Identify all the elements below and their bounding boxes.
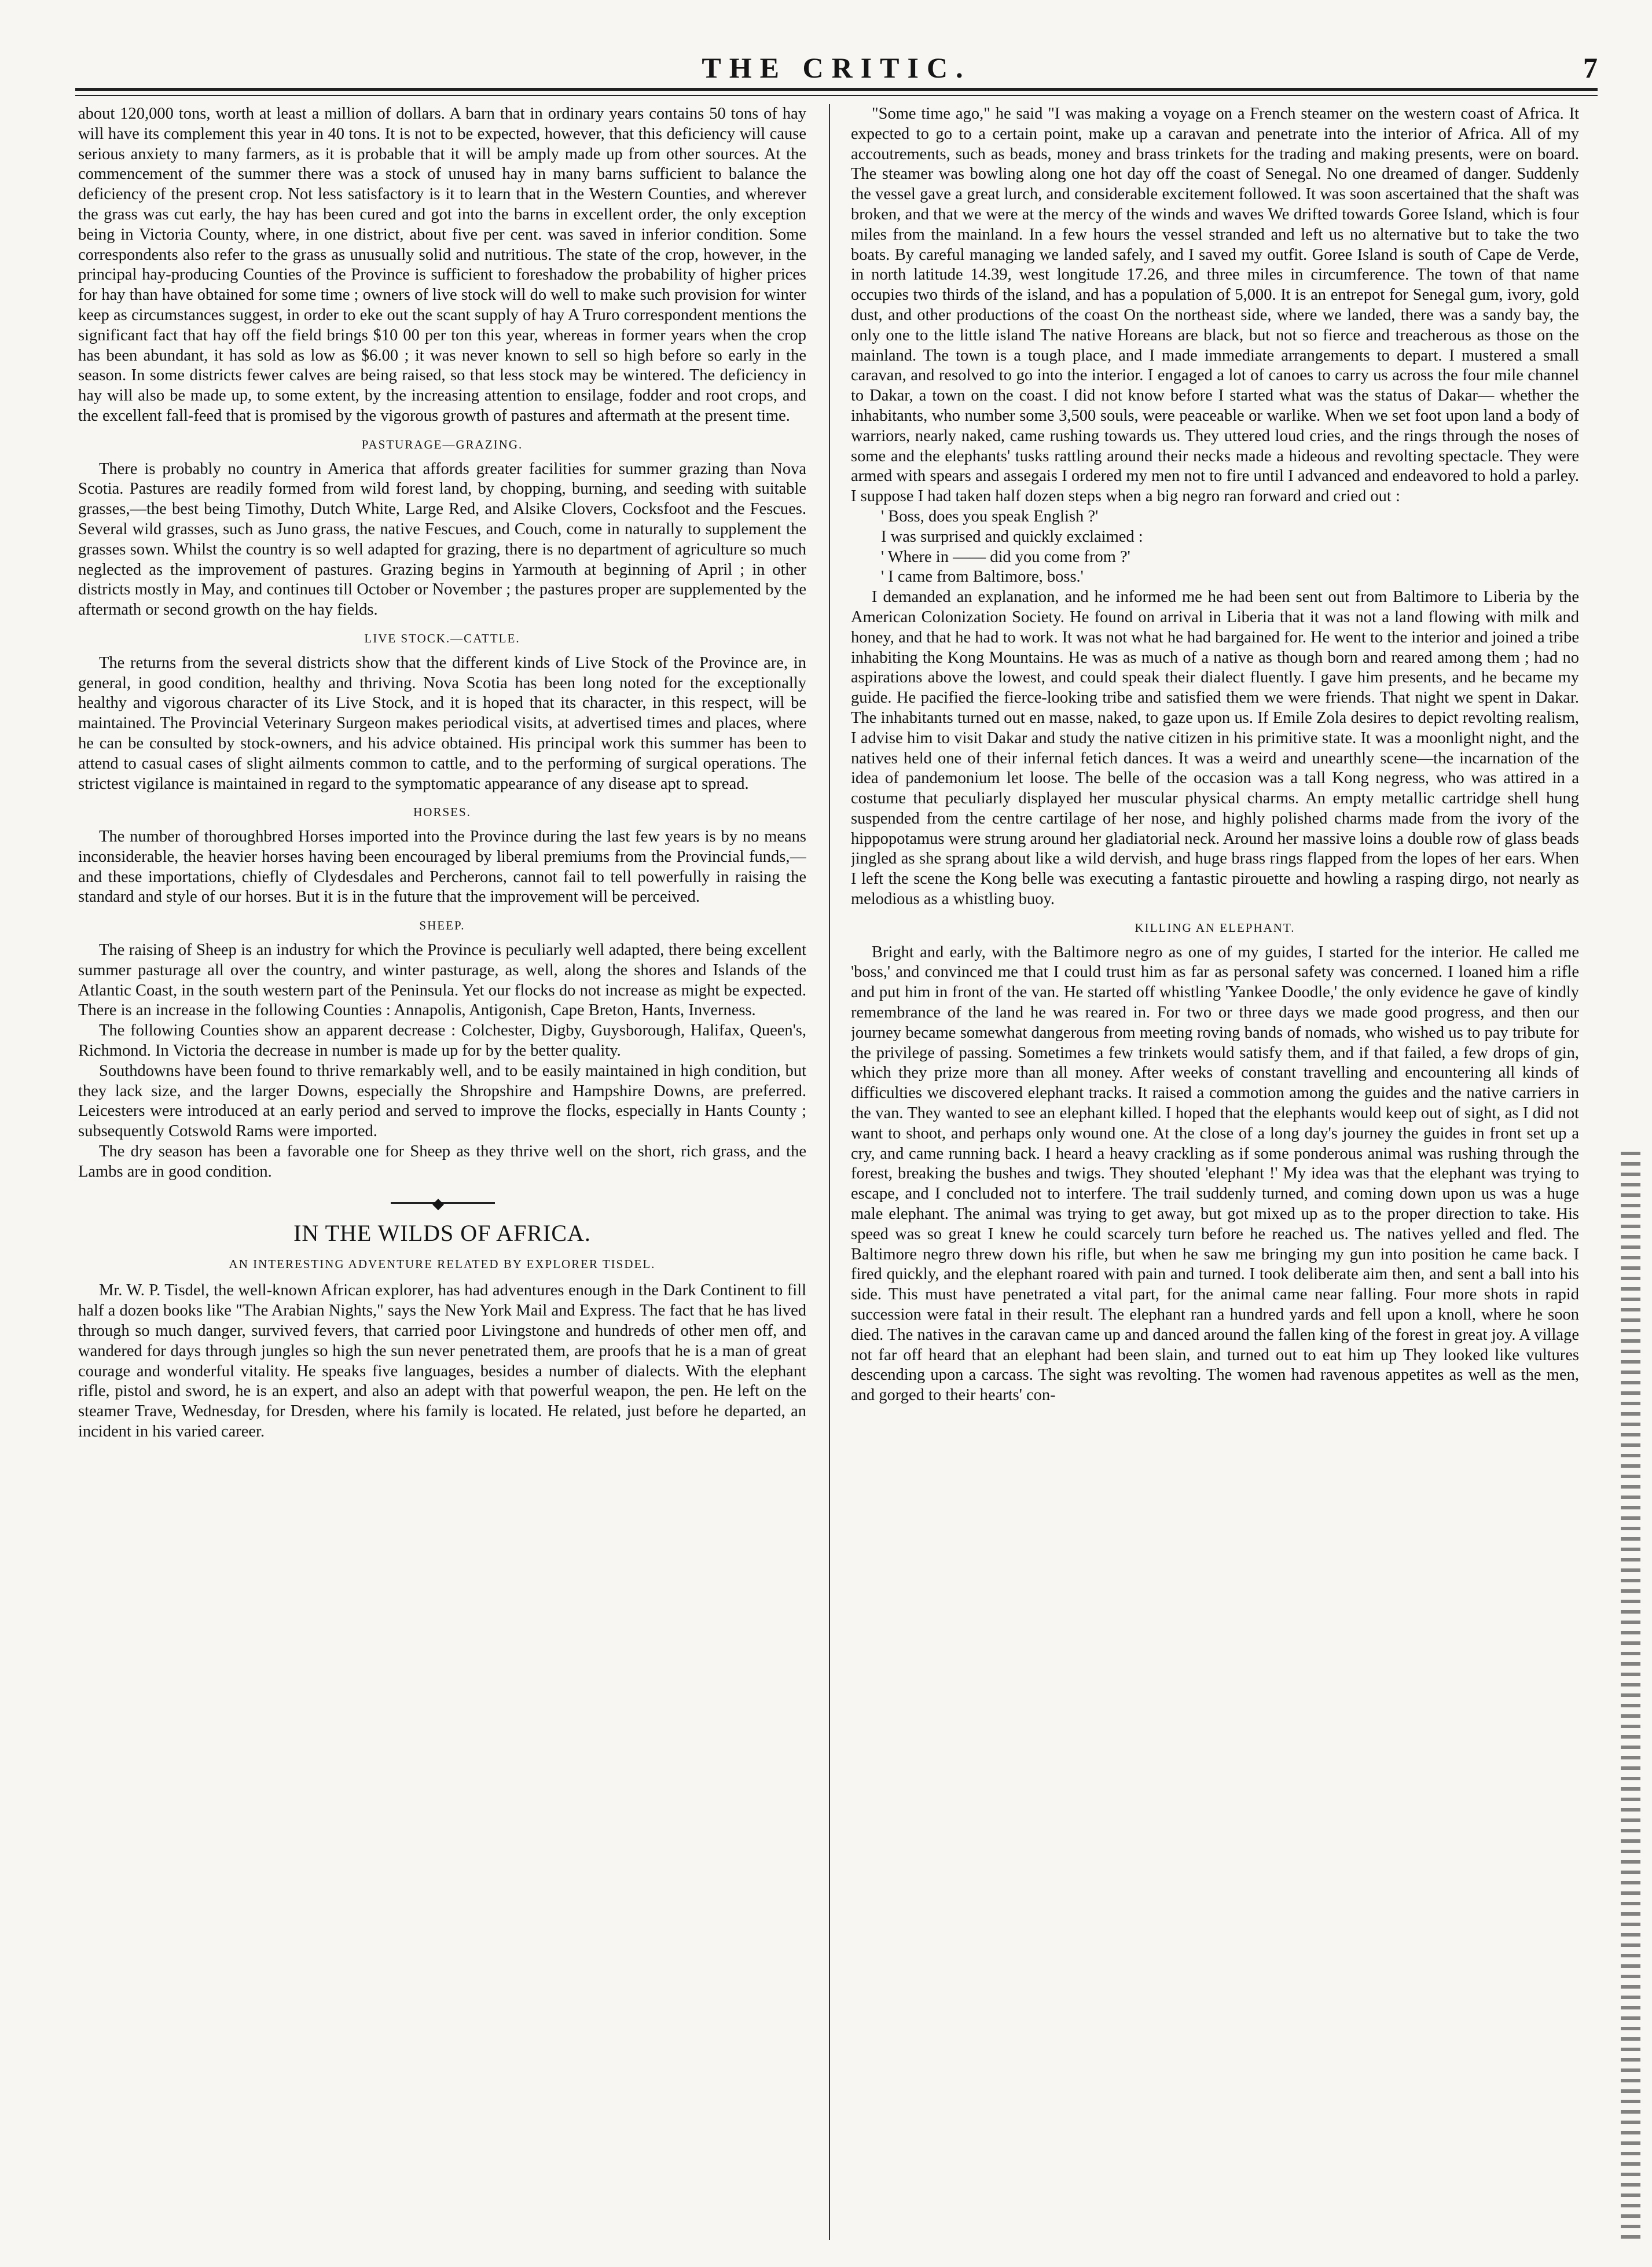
section-heading-horses: HORSES. [413, 805, 471, 820]
dialogue-line-3: ' Where in —— did you come from ?' [881, 548, 1130, 566]
section-heading-killing-elephant: KILLING AN ELEPHANT. [1135, 920, 1295, 935]
newspaper-title: THE CRITIC. [702, 52, 971, 84]
section-heading-sheep: SHEEP. [419, 918, 465, 933]
pasturage-paragraph: There is probably no country in America that affords greater facilities for summer grazing than Nova Scotia. Pastures are readily formed from wild forest land, by chopping, burning, and seeding with suitable grasses,—the best being Timothy, Dutch White, Large Red, and Alsike Clovers, Cocksfoot and the Fescues. Several wild grasses, such as Juno grass, the native Fescues, and Couch, come in naturally to supplement the grasses sown. Whilst the country is so well adapted for grazing, there is no department of agriculture so much neglected as the improvement of pastures. Grazing begins in Yarmouth at beginning of April ; in other districts mostly in May, and continues till October or November ; the pastures proper are supplemented by the aftermath or second growth on the hay fields. [78, 460, 806, 619]
section-heading-live-stock: LIVE STOCK.—CATTLE. [364, 631, 520, 645]
article-intro-paragraph: Mr. W. P. Tisdel, the well-known African explorer, has had adventures enough in the Dark Continent to fill half a dozen books like "The Arabian Nights," says the New York Mail and Express. The fact that he has lived through so much danger, survived fevers, that carried poor Livingstone and hundreds of other men off, and wandered for days through jungles so high the sun never penetrated them, are proofs that he is a man of great courage and wonderful vitality. He speaks five languages, besides a number of dialects. With the elephant rifle, pistol and sword, he is an expert, and also an adept with that powerful weapon, the pen. He left on the steamer Trave, Wednesday, for Dresden, where his family is located. He related, just before he departed, an incident in his varied career. [78, 1281, 806, 1441]
narrative-paragraph-2: I demanded an explanation, and he informed me he had been sent out from Baltimore to Liberia by the American Colonization Society. He found on arrival in Liberia that it was not a land flowing with milk and honey, and that he had to work. It was not what he had bargained for. He went to the interior and joined a tribe inhabiting the Kong Mountains. He was as much of a native as though born and reared among them ; had no aspirations above the lowest, and could speak their dialect fluently. I gave him presents, and he became my guide. He pacified the fierce-looking tribe and satisfied them we were friends. That night we spent in Dakar. The inhabitants turned out en masse, naked, to gaze upon us. If Emile Zola desires to depict revolting realism, I advise him to visit Dakar and study the native citizen in his primitive state. It was a moonlight night, and the natives held one of their infernal fetich dances. It was a weird and unearthly scene—the incarnation of the idea of pandemonium let loose. The belle of the occasion was a tall Kong negress, who was attired in a costume that peculiarly displayed her muscular physical charms. An empty metallic cartridge shell hung suspended from the centre cartilage of her nose, and highly polished charms made from the ivory of the hippopotamus were strung around her gladiatorial neck. Around her massive loins a double row of glass beads jingled as she sprang about like a wild dervish, and huge brass rings flapped from the lopes of her ears. When I left the scene the Kong belle was executing a fantastic pirouette and howling a rasping dirgo, not nearly as melodious as a whistling buoy. [851, 588, 1579, 909]
dialogue-line-4: ' I came from Baltimore, boss.' [881, 568, 1084, 586]
column-divider [829, 104, 830, 2240]
section-heading-pasturage: PASTURAGE—GRAZING. [361, 437, 523, 451]
scan-edge-artifact [1621, 1152, 1640, 2246]
left-column [78, 104, 806, 2246]
masthead [75, 51, 1598, 86]
hay-paragraph: about 120,000 tons, worth at least a million of dollars. A barn that in ordinary years contains 50 tons of hay will have its complement this year in 40 tons. It is not to be expected, however, that this deficiency will cause serious anxiety to many farmers, as it is probable that it will be amply made up from other sources. At the commencement of the summer there was a stock of unused hay in many barns sufficient to balance the deficiency of the present crop. Not less satisfactory is it to learn that in the Western Counties, and wherever the grass was cut early, the hay has been cured and got into the barns in excellent order, the only exception being in Victoria County, where, in one district, about five per cent. was saved in inferior condition. Some correspondents also refer to the grass as unusually solid and nutritious. The state of the crop, however, in the principal hay-producing Counties of the Province is sufficient to foreshadow the probability of higher prices for hay than have obtained for some time ; owners of live stock will do well to make such provision for winter keep as circumstances suggest, in order to eke out the scant supply of hay A Truro correspondent mentions the significant fact that hay off the field brings $10 00 per ton this year, whereas in former years when the crop has been abundant, it has sold as low as $6.00 ; it was never known to sell so high before so early in the season. In some districts fewer calves are being raised, so that less stock may be wintered. The deficiency in hay will also be made up, to some extent, by the increasing attention to ensilage, fodder and root crops, and the excellent fall-feed that is promised by the vigorous growth of pastures and aftermath at the present time. [78, 105, 806, 425]
article-title: IN THE WILDS OF AFRICA. [293, 1219, 591, 1246]
dialogue-line-2: I was surprised and quickly exclaimed : [881, 527, 1143, 546]
dialogue-line-1: ' Boss, does you speak English ?' [881, 507, 1099, 526]
right-column [851, 104, 1579, 2246]
sheep-paragraph-3: Southdowns have been found to thrive remarkably well, and to be easily maintained in high condition, but they lack size, and the larger Downs, especially the Shropshire and Hampshire Downs, are preferred. Leicesters were introduced at an early period and served to improve the flocks, especially in Hants County ; subsequently Cotswold Rams were imported. [78, 1061, 806, 1141]
narrative-paragraph-3: Bright and early, with the Baltimore negro as one of my guides, I started for the interior. He called me 'boss,' and convinced me that I could trust him as far as personal safety was concerned. I loaned him a rifle and put him in front of the van. He started off whistling 'Yankee Doodle,' the only evidence he gave of kindly remembrance of the land he was reared in. For two or three days we made good progress, and then our journey became somewhat dangerous from meeting roving bands of nomads, who wished us to pay tribute for the privilege of passing. Sometimes a few trinkets would satisfy them, and if that failed, a few drops of gin, which they prize more than all money. After weeks of constant travelling and encountering all kinds of difficulties we discovered elephant tracks. It raised a commotion among the guides and the native carriers in the van. They wanted to see an elephant killed. I hoped that the elephants would keep out of sight, as I did not want to shoot, and perhaps only wound one. At the close of a long day's journey the guides in front set up a cry, and came running back. I heard a heavy crackling as if some ponderous animal was rushing through the forest, breaking the bushes and twigs. They shouted 'elephant !' My idea was that the elephant was trying to escape, and I concluded not to interfere. The trail suddenly turned, and coming down upon us was a huge male elephant. The animal was trying to get away, but got mixed up as to the proper direction to take. His speed was so great I knew he could scarcely turn before he reached us. The natives yelled and fled. The Baltimore negro threw down his rifle, but when he saw me bringing my gun into position he came back. I fired quickly, and the elephant roared with pain and turned. I took deliberate aim then, and sent a ball into his side. This must have penetrated a vital part, for the animal came near falling. Four more shots in rapid succession were fatal in their result. The elephant ran a hundred yards and fell upon a knoll, where he soon died. The natives in the caravan came up and danced around the fallen king of the forest in great joy. A village not far off heard that an elephant had been slain, and turned out to eat him up They looked like vultures descending upon a carcass. The sight was revolting. The women had ravenous appetites as well as the men, and gorged to their hearts' con- [851, 943, 1579, 1405]
page-number: 7 [1583, 52, 1598, 84]
sheep-paragraph-2: The following Counties show an apparent decrease : Colchester, Digby, Guysborough, Halifax, Queen's, Richmond. In Victoria the decrease in number is made up for by the better quality. [78, 1022, 806, 1060]
header-rule-thin [75, 95, 1598, 96]
header-rule-thick [75, 88, 1598, 91]
ornament-glyph: ◆ [432, 1195, 444, 1212]
sheep-paragraph-4: The dry season has been a favorable one for Sheep as they thrive well on the short, rich grass, and the Lambs are in good condition. [78, 1142, 806, 1181]
section-divider-ornament [78, 1195, 806, 1212]
sheep-paragraph-1: The raising of Sheep is an industry for which the Province is peculiarly well adapted, there being excellent summer pasturage all over the country, and winter pasturage, as well, along the shores and Islands of the Atlantic Coast, in the south western part of the Peninsula. Yet our flocks do not increase as might be expected. There is an increase in the following Counties : Annapolis, Antigonish, Cape Breton, Hants, Inverness. [78, 941, 806, 1020]
narrative-paragraph-1: "Some time ago," he said "I was making a voyage on a French steamer on the western coast of Africa. It expected to go to a certain point, make up a caravan and penetrate into the interior of Africa. All of my accoutrements, such as beads, money and brass trinkets for the trading and making presents, were on board. The steamer was bowling along one hot day off the coast of Senegal. No one dreamed of danger. Suddenly the vessel gave a great lurch, and considerable excitement followed. It was soon ascertained that the shaft was broken, and that we were at the mercy of the winds and waves We drifted towards Goree Island, which is four miles from the mainland. In a few hours the vessel stranded and left us no alternative but to take the two boats. By careful managing we landed safely, and I saved my outfit. Goree Island is south of Cape de Verde, in north latitude 14.39, west longitude 17.26, and three miles in circumference. The town of that name occupies two thirds of the island, and has a population of 5,000. It is an entrepot for Senegal gum, ivory, gold dust, and other productions of the coast On the northeast side, where we landed, there was a sandy bay, the only one to the little island The native Horeans are black, but not so fierce and treacherous as those on the mainland. The town is a tough place, and I made immediate arrangements to depart. I mustered a small caravan, and resolved to go into the interior. I engaged a lot of canoes to carry us across the four mile channel to Dakar, a town on the coast. I did not know before I started what was the status of Dakar— whether the inhabitants, who number some 3,500 souls, were peaceable or warlike. When we set foot upon land a body of warriors, nearly naked, came rushing towards us. They uttered loud cries, and the rings through the noses of some and the elephants' tusks rattling around their necks made a hideous and revolting spectacle. They were armed with spears and assegais I ordered my men not to fire until I advanced and endeavored to hold a parley. I suppose I had taken half dozen steps when a big negro ran forward and cried out : [851, 105, 1579, 506]
live-stock-paragraph: The returns from the several districts show that the different kinds of Live Stock of the Province are, in general, in good condition, healthy and thriving. Nova Scotia has been long noted for the exceptionally healthy and vigorous character of its Live Stock, and it is hoped that its character, in this respect, will be maintained. The Provincial Veterinary Surgeon makes periodical visits, at advertised times and places, where he can be consulted by stock-owners, and his advice obtained. His principal work this summer has been to attend to casual cases of slight ailments common to cattle, and to the performing of surgical operations. The strictest vigilance is maintained in regard to the symptomatic appearance of any disease apt to spread. [78, 653, 806, 793]
article-subtitle: AN INTERESTING ADVENTURE RELATED BY EXPLORER TISDEL. [229, 1256, 656, 1271]
horses-paragraph: The number of thoroughbred Horses imported into the Province during the last few years is by no means inconsiderable, the heavier horses having been encouraged by liberal premiums from the Provincial funds,—and these importations, chiefly of Clydesdales and Percherons, cannot fail to tell powerfully in raising the standard and style of our horses. But it is in the future that the improvement will be perceived. [78, 828, 806, 906]
